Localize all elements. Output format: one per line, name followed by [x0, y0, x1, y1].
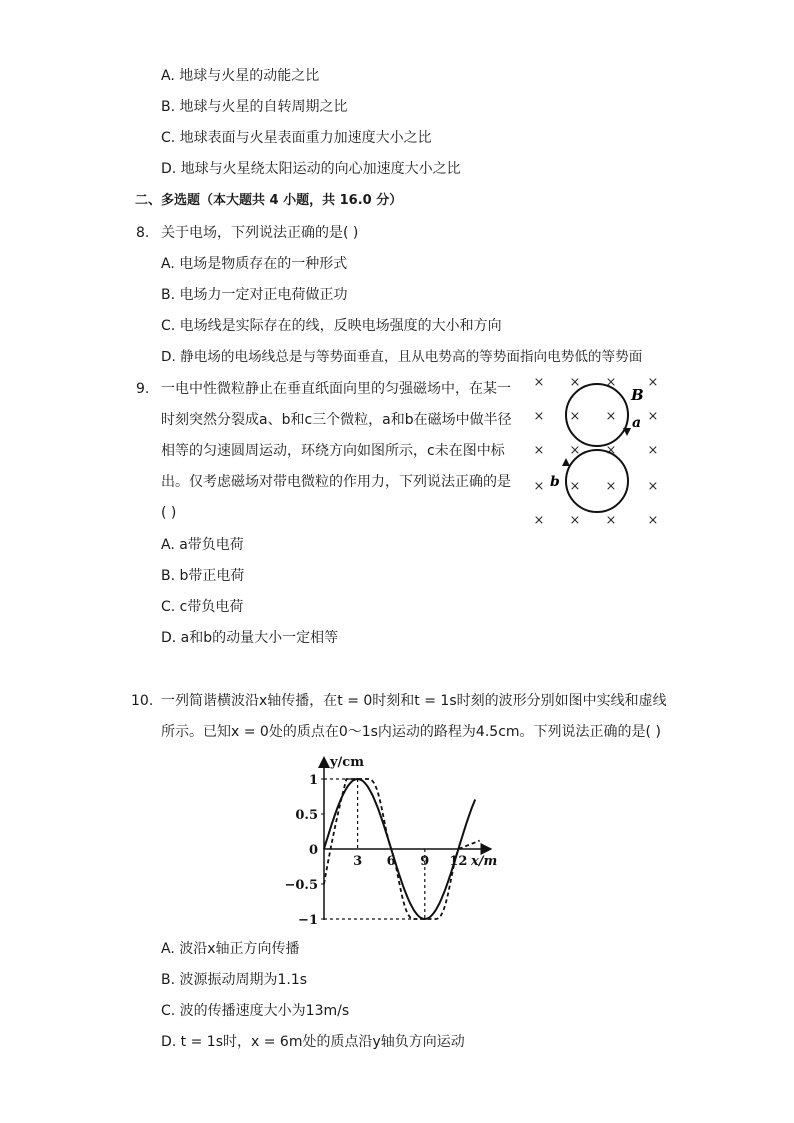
- section-heading: 二、多选题（本大题共 4 小题，共 16.0 分）: [135, 193, 403, 208]
- magnetic-field-figure: [525, 368, 665, 528]
- q7-option-c: C. 地球表面与火星表面重力加速度大小之比: [161, 130, 432, 146]
- x-tick-label: 3: [353, 854, 363, 869]
- field-cross-symbol: ×: [533, 375, 545, 390]
- q10-stem-line-2: 所示。已知x = 0处的质点在0～1s内运动的路程为4.5cm。下列说法正确的是( ): [161, 724, 661, 740]
- arrow-b: [562, 458, 570, 466]
- x-tick-label: 9: [420, 854, 430, 869]
- q10-option-a: A. 波沿x轴正方向传播: [161, 941, 300, 957]
- arrow-a: [623, 428, 631, 436]
- q10-option-b: B. 波源振动周期为1.1s: [161, 972, 308, 988]
- q7-option-a: A. 地球与火星的动能之比: [161, 68, 320, 84]
- q9-stem-line-5: ( ): [161, 505, 177, 521]
- field-cross-symbol: ×: [533, 409, 545, 424]
- q9-stem-line-2: 时刻突然分裂成a、b和c三个微粒，a和b在磁场中做半径: [161, 412, 512, 428]
- x-tick-label: 6: [386, 854, 396, 869]
- y-axis-label: y/cm: [330, 755, 364, 770]
- field-cross-symbol: ×: [647, 409, 659, 424]
- field-cross-symbol: ×: [605, 375, 617, 390]
- q9-option-b: B. b带正电荷: [161, 568, 245, 584]
- field-cross-symbol: ×: [533, 443, 545, 458]
- y-tick-label: 0: [308, 843, 318, 858]
- field-cross-symbol: ×: [647, 479, 659, 494]
- q9-number: 9.: [136, 381, 150, 397]
- field-cross-symbol: ×: [569, 513, 581, 528]
- field-cross-symbol: ×: [605, 513, 617, 528]
- q10-number: 10.: [131, 693, 154, 709]
- q10-option-c: C. 波的传播速度大小为13m/s: [161, 1003, 350, 1019]
- q8-option-b: B. 电场力一定对正电荷做正功: [161, 287, 348, 303]
- label-b-field: B: [631, 386, 644, 404]
- q8-stem: 关于电场，下列说法正确的是( ): [161, 225, 359, 241]
- y-tick-label: 1: [308, 773, 318, 788]
- y-tick-label: −0.5: [284, 878, 318, 893]
- y-tick-label: 0.5: [295, 808, 318, 823]
- q8-option-d: D. 静电场的电场线总是与等势面垂直，且从电势高的等势面指向电势低的等势面: [161, 349, 643, 365]
- q8-option-c: C. 电场线是实际存在的线，反映电场强度的大小和方向: [161, 318, 502, 334]
- q10-stem-line-1: 一列简谐横波沿x轴传播，在t = 0时刻和t = 1s时刻的波形分别如图中实线和虚线: [161, 693, 667, 709]
- field-cross-symbol: ×: [533, 479, 545, 494]
- field-cross-symbol: ×: [533, 513, 545, 528]
- q7-option-b: B. 地球与火星的自转周期之比: [161, 99, 348, 115]
- field-cross-symbol: ×: [605, 479, 617, 494]
- field-cross-symbol: ×: [647, 375, 659, 390]
- x-axis-label: x/m: [471, 854, 498, 869]
- field-cross-symbol: ×: [647, 443, 659, 458]
- field-cross-symbol: ×: [569, 409, 581, 424]
- field-cross-symbol: ×: [605, 443, 617, 458]
- field-cross-symbol: ×: [569, 375, 581, 390]
- q8-number: 8.: [136, 225, 150, 241]
- q8-option-a: A. 电场是物质存在的一种形式: [161, 256, 348, 272]
- x-tick-label: 12: [449, 854, 468, 869]
- q10-option-d: D. t = 1s时，x = 6m处的质点沿y轴负方向运动: [161, 1034, 465, 1050]
- field-cross-symbol: ×: [605, 409, 617, 424]
- label-b: b: [550, 474, 560, 490]
- q9-option-d: D. a和b的动量大小一定相等: [161, 630, 339, 646]
- field-cross-symbol: ×: [647, 513, 659, 528]
- wave-chart: [284, 750, 510, 930]
- q9-option-a: A. a带负电荷: [161, 537, 244, 553]
- label-a: a: [632, 415, 642, 431]
- q7-option-d: D. 地球与火星绕太阳运动的向心加速度大小之比: [161, 161, 461, 177]
- y-tick-label: −1: [298, 913, 318, 928]
- field-cross-symbol: ×: [569, 443, 581, 458]
- field-cross-symbol: ×: [569, 479, 581, 494]
- q9-stem-line-3: 相等的匀速圆周运动，环绕方向如图所示，c未在图中标: [161, 443, 505, 459]
- q9-option-c: C. c带负电荷: [161, 599, 244, 615]
- q9-stem-line-4: 出。仅考虑磁场对带电微粒的作用力，下列说法正确的是: [161, 474, 511, 490]
- q9-stem-line-1: 一电中性微粒静止在垂直纸面向里的匀强磁场中，在某一: [161, 381, 511, 397]
